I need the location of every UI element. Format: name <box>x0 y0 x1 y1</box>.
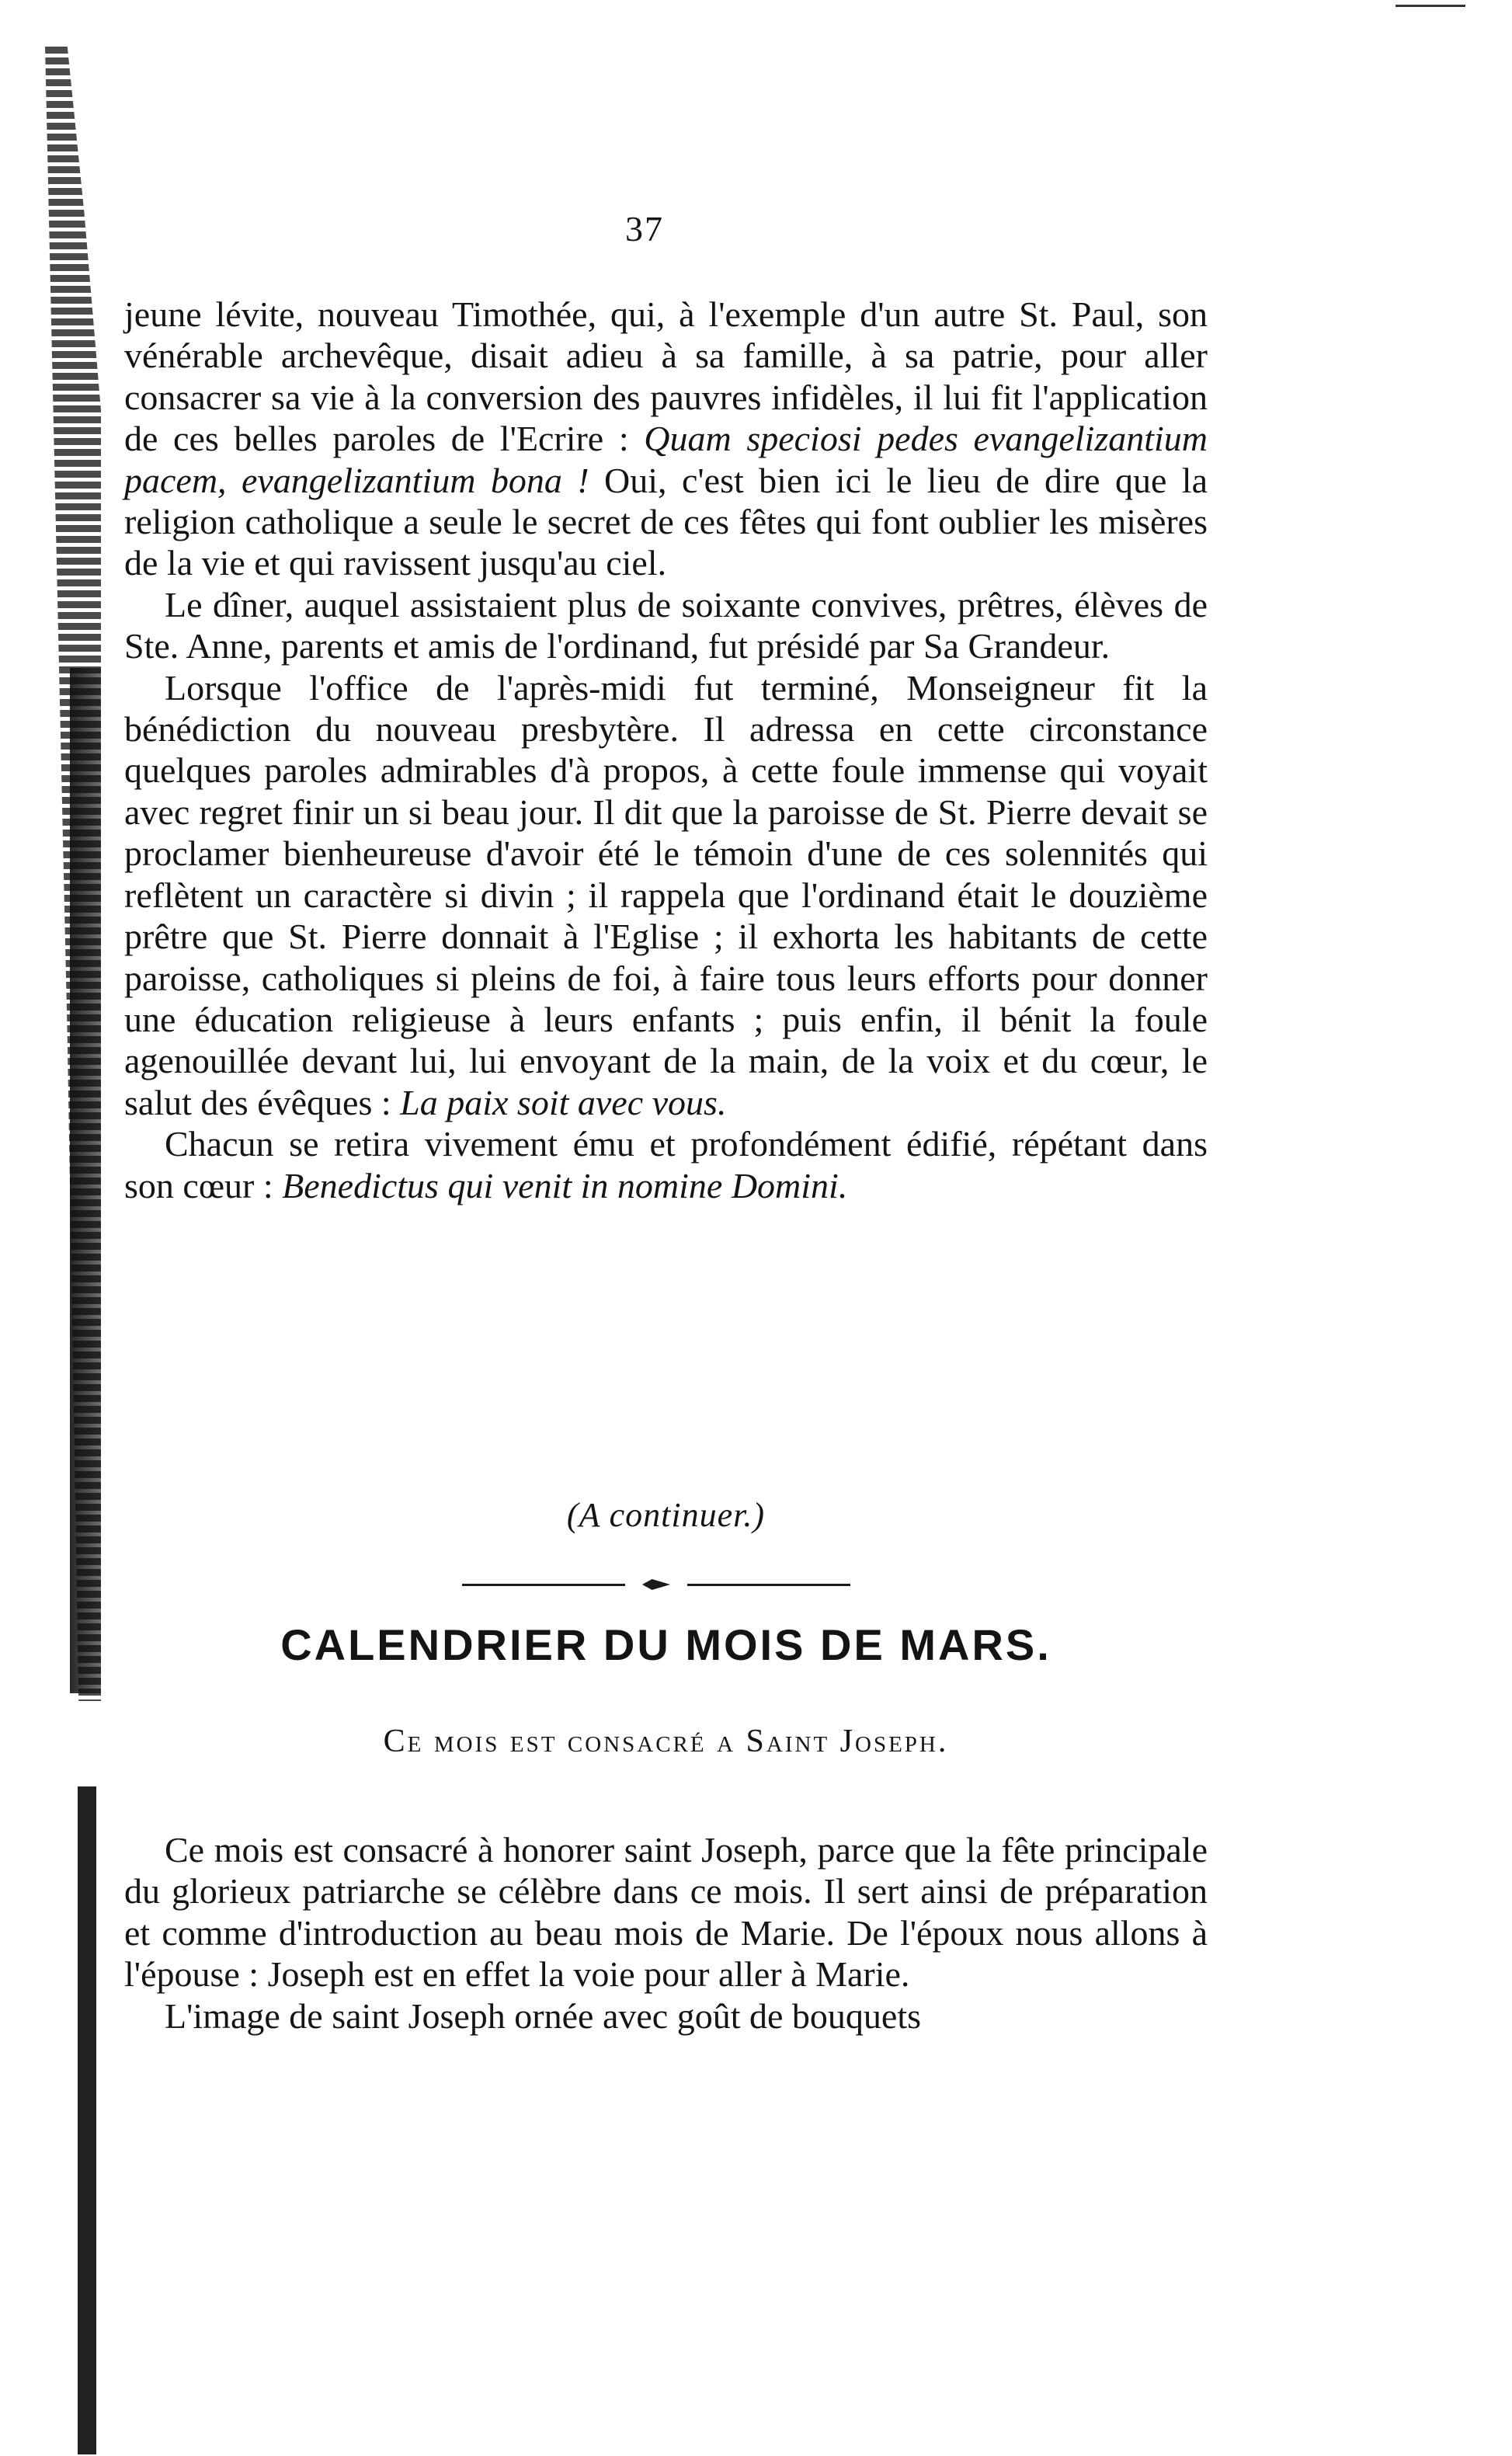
text-run: Lorsque l'office de l'après-midi fut terminé, Monseigneur fit la bénédiction du nouveau presbytère. Il adressa en cette circonstance quelques paroles admirables d'à propos, à cette foule immense qui voyait avec regret finir un si beau jour. Il dit que la paroisse de St. Pierre devait se proclamer bienheureuse d'avoir été le témoin d'une de ces solennités qui reflètent un caractère si divin ; il rappela que l'ordinand était le douzième prêtre que St. Pierre donnait à l'Eglise ; il exhorta les habitants de cette paroisse, catholiques si pleins de foi, à faire tous leurs efforts pour donner une éducation religieuse à leurs enfants ; puis enfin, il bénit la foule agenouillée devant lui, lui envoyant de la main, de la voix et du cœur, le salut des évêques : <box>124 667 1208 1122</box>
page-number: 37 <box>625 209 664 249</box>
continuation-note: (A continuer.) <box>566 1496 766 1534</box>
paragraph <box>124 584 1208 667</box>
text-run: Ce mois est consacré à honorer saint Joseph, parce que la fête principale du glorieux patriarche se célèbre dans ce mois. Il sert ainsi de préparation et comme d'introduction au beau mois de Marie. De l'époux nous allons à l'épouse : Joseph est en effet la voie pour aller à Marie. <box>124 1830 1208 1995</box>
ornamental-separator <box>462 1579 850 1590</box>
text-run: Le dîner, auquel assistaient plus de soixante convives, prêtres, élèves de Ste. Anne, parents et amis de l'ordinand, fut présidé par Sa Grandeur. <box>124 584 1208 666</box>
body-text-top <box>124 294 1208 1206</box>
paragraph <box>124 667 1208 1123</box>
latin-quote: Benedictus qui venit in nomine Domini. <box>282 1165 848 1205</box>
section-subtitle: Ce mois est consacré a Saint Joseph. <box>383 1724 949 1759</box>
text-run: Oui, c'est bien ici le lieu de dire que la religion catholique a seule le secret de ces fêtes qui font oublier les misères de la vie et qui ravissent jusqu'au ciel. <box>124 460 1208 583</box>
paragraph <box>124 1829 1208 1995</box>
text-run: L'image de saint Joseph ornée avec goût de bouquets <box>165 1995 921 2036</box>
corner-mark <box>1396 5 1465 7</box>
binding-shadow-bottom <box>78 1786 96 2454</box>
paragraph <box>124 1995 1208 2037</box>
latin-quote: Quam speciosi pedes evangelizantium pacem, evangelizantium bona ! <box>124 419 1208 500</box>
section-title: CALENDRIER DU MOIS DE MARS. <box>280 1620 1051 1669</box>
paragraph <box>124 294 1208 584</box>
separator-line-left <box>462 1584 625 1586</box>
separator-ornament <box>642 1579 670 1590</box>
separator-line-right <box>687 1584 850 1586</box>
binding-shadow-middle <box>70 668 101 1693</box>
paragraph <box>124 1123 1208 1206</box>
body-text-bottom <box>124 1829 1208 2037</box>
italic-quote: La paix soit avec vous. <box>400 1082 727 1122</box>
text-run: Chacun se retira vivement ému et profondément édifié, répétant dans son cœur : <box>124 1124 1208 1205</box>
text-run: jeune lévite, nouveau Timothée, qui, à l'exemple d'un autre St. Paul, son vénérable archevêque, disait adieu à sa famille, à sa patrie, pour aller consacrer sa vie à la conversion des pauvres infidèles, il lui fit l'application de ces belles paroles de l'Ecrire : <box>124 294 1208 459</box>
